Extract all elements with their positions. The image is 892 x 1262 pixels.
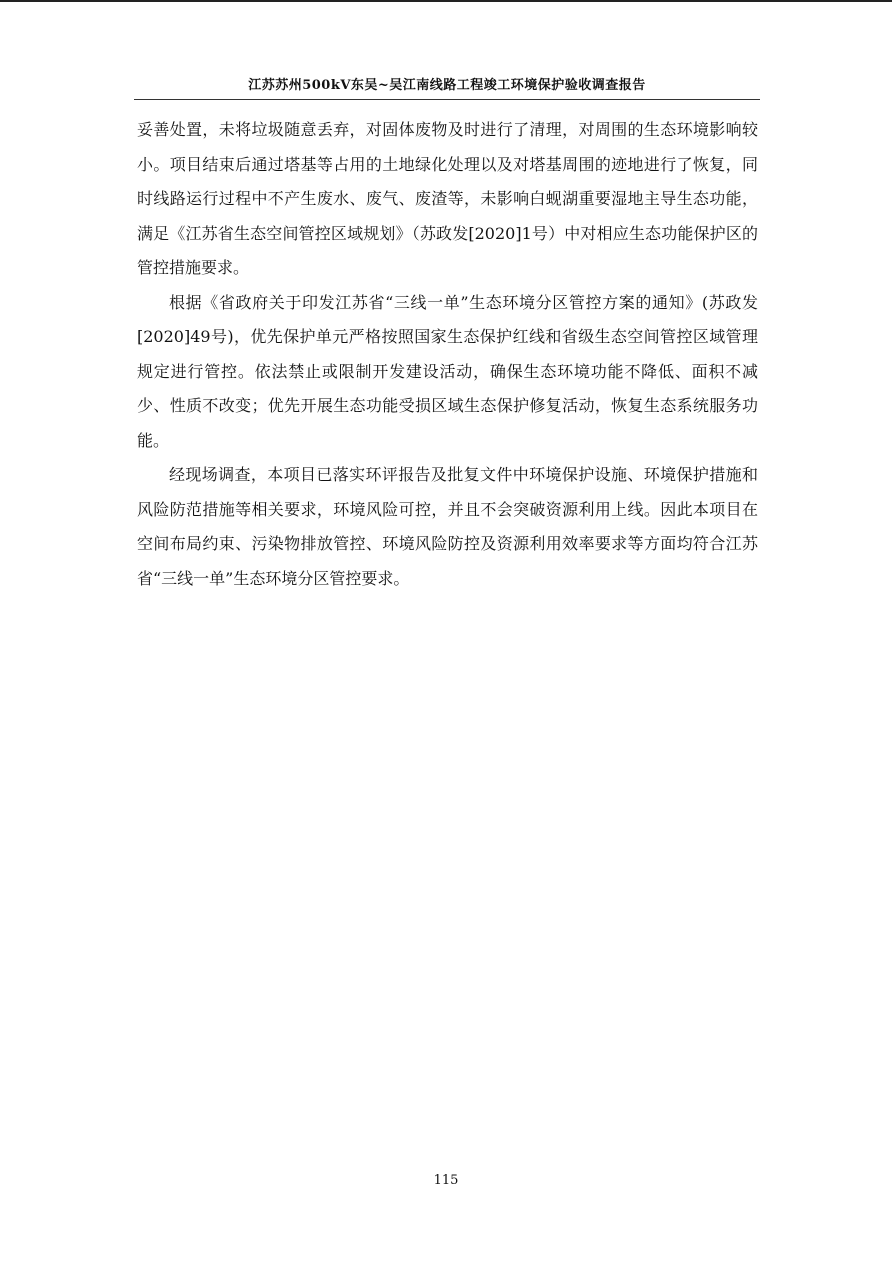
header-divider: [134, 99, 760, 100]
paragraph-sanxian-yidan-notice: 根据《省政府关于印发江苏省“三线一单”生态环境分区管控方案的通知》(苏政发[2020]49号)，优先保护单元严格按照国家生态保护红线和省级生态空间管控区域管理规定进行管控。依法禁止或限制开发建设活动，确保生态环境功能不降低、面积不减少、性质不改变；优先开展生态功能受损区域生态保护修复活动，恢复生态系统服务功能。: [137, 292, 758, 450]
body-text: [137, 113, 758, 596]
paragraph-continued: 妥善处置，未将垃圾随意丢弃，对固体废物及时进行了清理，对周围的生态环境影响较小。项目结束后通过塔基等占用的土地绿化处理以及对塔基周围的迹地进行了恢复，同时线路运行过程中不产生废水、废气、废渣等，未影响白蚬湖重要湿地主导生态功能，满足《江苏省生态空间管控区域规划》（苏政发[2020]1号）中对相应生态功能保护区的管控措施要求。: [137, 120, 758, 277]
paragraph-site-survey-conclusion: 经现场调查，本项目已落实环评报告及批复文件中环境保护设施、环境保护措施和风险防范措施等相关要求，环境风险可控，并且不会突破资源利用上线。因此本项目在空间布局约束、污染物排放管控、环境风险防控及资源利用效率要求等方面均符合江苏省“三线一单”生态环境分区管控要求。: [137, 465, 758, 588]
page-top-border: [0, 0, 892, 2]
report-header-title: 江苏苏州500kV东吴~吴江南线路工程竣工环境保护验收调查报告: [248, 78, 646, 93]
page-number: 115: [433, 1173, 459, 1188]
